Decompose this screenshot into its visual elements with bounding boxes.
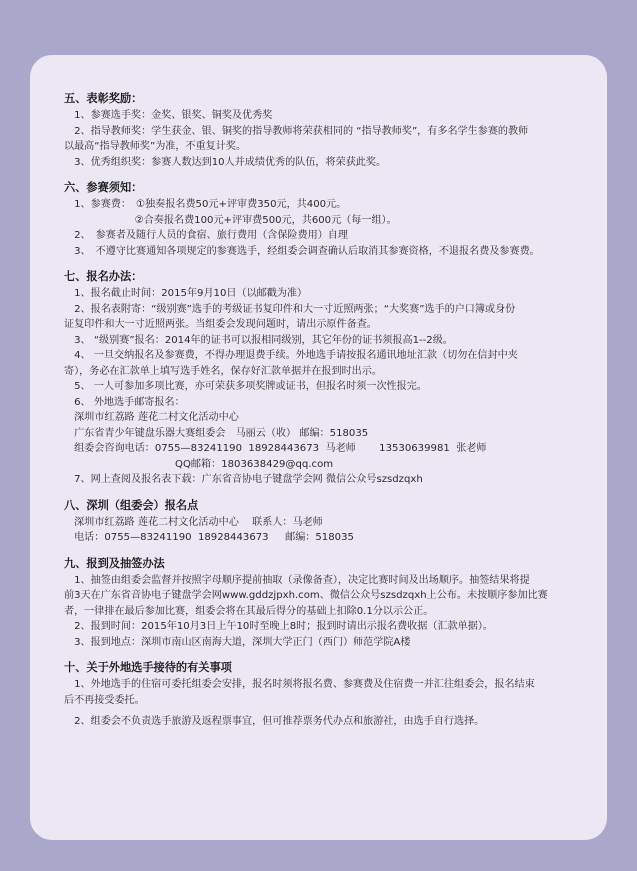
body-line: 2、组委会不负责选手旅游及返程票事宜，但可推荐票务代办点和旅游社，由选手自行选择。 xyxy=(64,716,485,727)
body-line: 前3天在广东省音协电子键盘学会网www.gddzjpxh.com、微信公众号szsdzqxh上公布。未按顺序参加比赛 xyxy=(64,590,548,601)
body-line: 组委会咨询电话：0755—83241190 18928443673 马老师 13530639981 张老师 xyxy=(64,443,487,454)
section xyxy=(64,91,581,170)
body-line: 6、 外地选手邮寄报名： xyxy=(64,396,185,408)
body-line: 2、指导教师奖：学生获金、银、铜奖的指导教师将荣获相同的 “指导教师奖”，有多名学生参赛的教师 xyxy=(64,125,529,137)
body-line: 1、报名截止时间：2015年9月10日（以邮戳为准） xyxy=(64,288,308,299)
body-line: 电话：0755—83241190 18928443673 邮编：518035 xyxy=(64,532,354,543)
body-line: QQ邮箱：1803638429@qq.com xyxy=(64,458,334,470)
body-line: 2、 参赛者及随行人员的食宿、旅行费用（含保险费用）自理 xyxy=(64,230,348,241)
body-line: 1、参赛选手奖：金奖、银奖、铜奖及优秀奖 xyxy=(64,110,273,121)
body-line: 寄），务必在汇款单上填写选手姓名，保存好汇款单据并在报到时出示。 xyxy=(64,365,382,377)
section xyxy=(64,498,581,546)
body-line: 4、 一旦交纳报名及参赛费，不得办理退费手续。外地选手请按报名通讯地址汇款（切勿在信封中夹 xyxy=(64,350,518,361)
body-line: 后不再接受委托。 xyxy=(64,694,145,706)
body-line: 深圳市红荔路 莲花二村文化活动中心 联系人：马老师 xyxy=(64,516,323,528)
body-line: 1、抽签由组委会监督并按照字母顺序提前抽取（录像备查），决定比赛时间及出场顺序。抽签结果将提 xyxy=(64,574,530,586)
body-line: 1、参赛费： ①独奏报名费50元+评审费350元，共400元。 xyxy=(64,199,347,210)
document-content xyxy=(64,91,581,730)
body-line: 3、优秀组织奖：参赛人数达到10人并成绩优秀的队伍，将荣获此奖。 xyxy=(64,156,387,168)
body-line: ②合奏报名费100元+评审费500元，共600元（每一组）。 xyxy=(64,214,397,226)
document-card xyxy=(30,55,607,840)
section xyxy=(64,660,581,730)
section xyxy=(64,180,581,259)
section xyxy=(64,269,581,488)
body-line: 者，一律排在最后参加比赛，组委会将在其最后得分的基础上扣除0.1分以示公正。 xyxy=(64,605,434,617)
body-line: 2、报到时间：2015年10月3日上午10时至晚上8时；报到时请出示报名费收据（汇款单据）。 xyxy=(64,621,493,632)
section-heading: 五、表彰奖励： xyxy=(64,92,143,105)
section-heading: 九、报到及抽签办法 xyxy=(64,556,165,570)
section-heading: 八、深圳（组委会）报名点 xyxy=(64,498,199,512)
body-line: 以最高“指导教师奖”为准，不重复计奖。 xyxy=(64,141,247,152)
section-heading: 十、关于外地选手接待的有关事项 xyxy=(64,661,232,674)
body-line: 7、网上查阅及报名表下载：广东省音协电子键盘学会网 微信公众号szsdzqxh xyxy=(64,474,423,485)
body-line: 5、 一人可参加多项比赛，亦可荣获多项奖牌或证书，但报名时须一次性报完。 xyxy=(64,381,427,392)
body-line: 1、外地选手的住宿可委托组委会安排，报名时须将报名费、参赛费及住宿费一并汇往组委会，报名结束 xyxy=(64,679,535,690)
body-line: 深圳市红荔路 莲花二村文化活动中心 xyxy=(64,412,239,423)
section xyxy=(64,556,581,651)
section-heading: 六、参赛须知： xyxy=(64,181,143,194)
body-line: 证复印件和大一寸近照两张。当组委会发现问题时，请出示原件备查。 xyxy=(64,319,377,330)
body-line: 广东省青少年键盘乐器大赛组委会 马丽云（收） 邮编：518035 xyxy=(64,427,369,439)
body-line: 2、报名表附寄：“级别赛”选手的考级证书复印件和大一寸近照两张；“大奖赛”选手的户口簿或身份 xyxy=(64,303,516,315)
body-line: 3、 不遵守比赛通知各项规定的参赛选手，经组委会调查确认后取消其参赛资格，不退报名费及参赛费。 xyxy=(64,245,540,257)
body-line: 3、 “级别赛”报名：2014年的证书可以报相同级别，其它年份的证书须报高1--2级。 xyxy=(64,334,453,346)
section-heading: 七、报名办法： xyxy=(64,270,143,283)
body-line: 3、报到地点：深圳市南山区南海大道，深圳大学正门（西门）师范学院A楼 xyxy=(64,636,411,648)
